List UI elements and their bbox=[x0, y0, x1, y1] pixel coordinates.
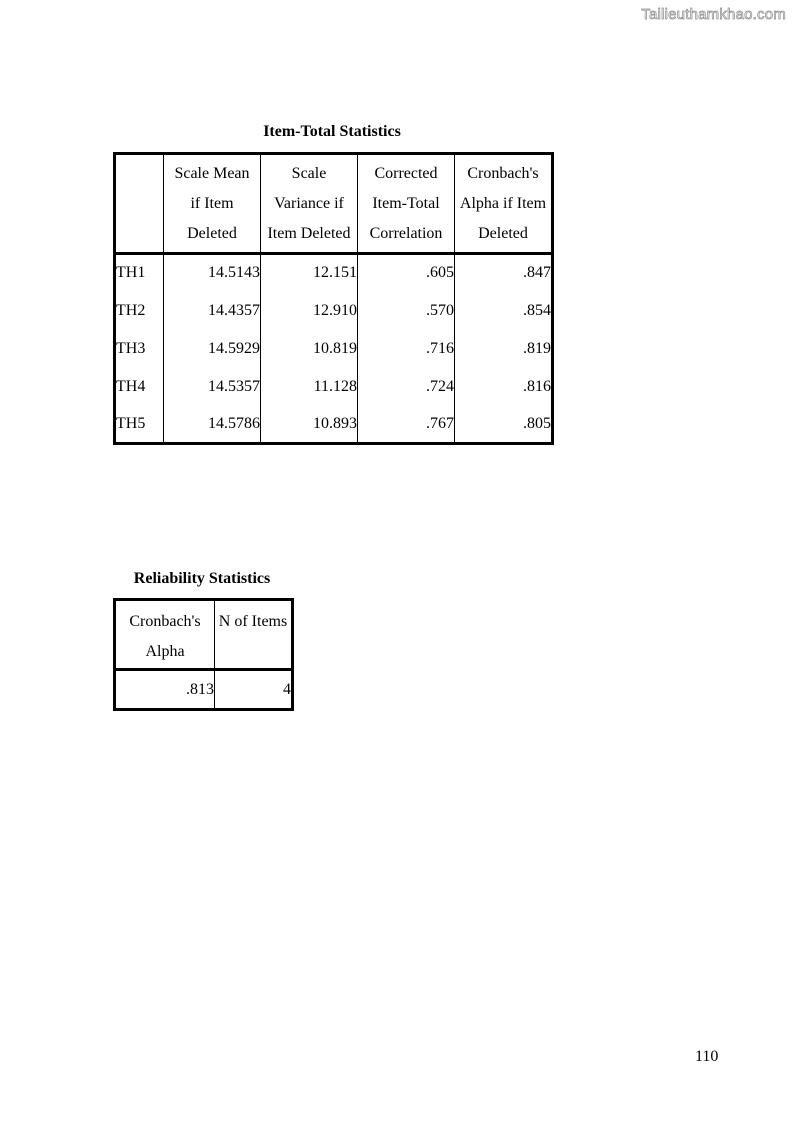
scale-variance-cell: 10.819 bbox=[261, 330, 358, 368]
reliability-statistics-table bbox=[113, 598, 294, 711]
table-header-row bbox=[115, 154, 553, 254]
table-row bbox=[115, 406, 553, 444]
header-line: Cronbach's bbox=[467, 164, 539, 182]
alpha-cell: .805 bbox=[455, 406, 553, 444]
header-cell-empty bbox=[115, 154, 164, 254]
table-row bbox=[115, 292, 553, 330]
scale-mean-cell: 14.4357 bbox=[164, 292, 261, 330]
table-row bbox=[115, 330, 553, 368]
page-number: 110 bbox=[695, 1048, 719, 1065]
header-scale-variance bbox=[261, 154, 358, 254]
header-line: Item Deleted bbox=[267, 224, 351, 242]
row-label: TH4 bbox=[115, 368, 164, 406]
header-corrected-correlation bbox=[358, 154, 455, 254]
correlation-cell: .570 bbox=[358, 292, 455, 330]
correlation-cell: .724 bbox=[358, 368, 455, 406]
correlation-cell: .605 bbox=[358, 254, 455, 292]
header-line: Alpha bbox=[145, 643, 185, 660]
row-label: TH3 bbox=[115, 330, 164, 368]
watermark: Tailieuthamkhao.com bbox=[641, 6, 786, 23]
header-line: Cronbach's bbox=[129, 613, 201, 630]
reliability-statistics-title: Reliability Statistics bbox=[133, 570, 271, 587]
scale-mean-cell: 14.5143 bbox=[164, 254, 261, 292]
header-line: if Item bbox=[190, 194, 234, 212]
table-row bbox=[115, 368, 553, 406]
header-line: Variance if bbox=[274, 194, 344, 212]
scale-mean-cell: 14.5357 bbox=[164, 368, 261, 406]
cronbach-alpha-value: .813 bbox=[115, 670, 215, 710]
header-cronbach-alpha bbox=[115, 600, 215, 670]
item-total-statistics-table bbox=[113, 152, 554, 445]
n-of-items-value: 4 bbox=[215, 670, 293, 710]
row-label: TH2 bbox=[115, 292, 164, 330]
table-header-row bbox=[115, 600, 293, 670]
table-row bbox=[115, 254, 553, 292]
header-line: Scale Mean bbox=[174, 164, 250, 182]
alpha-cell: .819 bbox=[455, 330, 553, 368]
correlation-cell: .716 bbox=[358, 330, 455, 368]
scale-mean-cell: 14.5786 bbox=[164, 406, 261, 444]
header-line: Deleted bbox=[478, 224, 528, 242]
header-line: Alpha if Item bbox=[459, 194, 547, 212]
scale-variance-cell: 10.893 bbox=[261, 406, 358, 444]
scale-variance-cell: 11.128 bbox=[261, 368, 358, 406]
header-line: Corrected bbox=[374, 164, 438, 182]
correlation-cell: .767 bbox=[358, 406, 455, 444]
row-label: TH5 bbox=[115, 406, 164, 444]
alpha-cell: .854 bbox=[455, 292, 553, 330]
table-row bbox=[115, 670, 293, 710]
scale-variance-cell: 12.910 bbox=[261, 292, 358, 330]
header-line: Scale bbox=[291, 164, 327, 182]
alpha-cell: .816 bbox=[455, 368, 553, 406]
scale-variance-cell: 12.151 bbox=[261, 254, 358, 292]
alpha-cell: .847 bbox=[455, 254, 553, 292]
header-line: Item-Total bbox=[372, 194, 440, 212]
header-line: N of Items bbox=[218, 613, 288, 630]
header-scale-mean bbox=[164, 154, 261, 254]
item-total-statistics-title: Item-Total Statistics bbox=[263, 123, 401, 140]
header-line: Correlation bbox=[369, 224, 443, 242]
header-line: Deleted bbox=[187, 224, 237, 242]
scale-mean-cell: 14.5929 bbox=[164, 330, 261, 368]
header-alpha-if-deleted bbox=[455, 154, 553, 254]
row-label: TH1 bbox=[115, 254, 164, 292]
header-n-of-items bbox=[215, 600, 293, 670]
